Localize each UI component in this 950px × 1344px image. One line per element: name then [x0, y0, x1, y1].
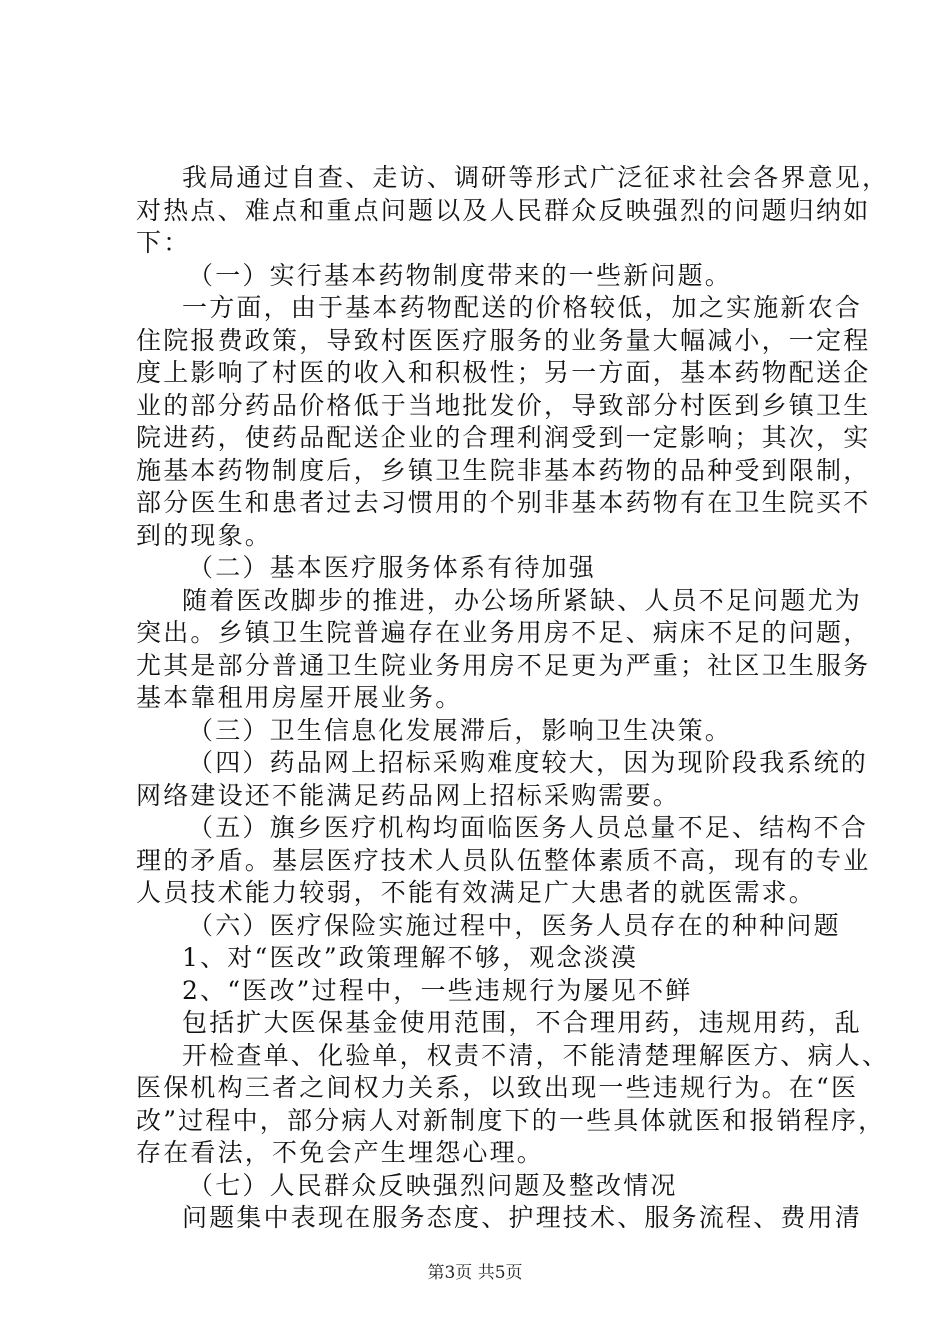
section-heading: （三）卫生信息化发展滞后，影响卫生决策。: [188, 715, 733, 745]
page-number: 第3页 共5页: [427, 1263, 523, 1283]
paragraph-line: 基本靠租用房屋开展业务。: [136, 683, 463, 712]
paragraph-line: 尤其是部分普通卫生院业务用房不足更为严重；社区卫生服务: [136, 650, 871, 680]
paragraph-line: 院进药，使药品配送企业的合理利润受到一定影响；其次，实: [136, 423, 871, 452]
paragraph-line: 问题集中表现在服务态度、护理技术、服务流程、费用清: [182, 1203, 863, 1232]
paragraph-line: 住院报费政策，导致村医医疗服务的业务量大幅减小，一定程: [136, 325, 871, 355]
section-heading: （五）旗乡医疗机构均面临医务人员总量不足、结构不合: [188, 813, 869, 842]
paragraph-line: 部分医生和患者过去习惯用的个别非基本药物有在卫生院买不: [136, 488, 871, 517]
section-heading: （六）医疗保险实施过程中，医务人员存在的种种问题: [188, 910, 841, 940]
paragraph-line: 开检查单、化验单，权责不清，不能清楚理解医方、病人、: [182, 1040, 890, 1070]
paragraph-line: 对热点、难点和重点问题以及人民群众反映强烈的问题归纳如: [136, 195, 871, 225]
paragraph-line: 突出。乡镇卫生院普遍存在业务用房不足、病床不足的问题，: [136, 618, 871, 647]
section-heading: （四）药品网上招标采购难度较大，因为现阶段我系统的: [188, 748, 869, 777]
paragraph-line: 随着医改脚步的推进，办公场所紧缺、人员不足问题尤为: [182, 585, 863, 615]
paragraph-line: 我局通过自查、走访、调研等形式广泛征求社会各界意见，: [182, 163, 890, 192]
paragraph-line: 医保机构三者之间权力关系，以致出现一些违规行为。在“医: [136, 1073, 859, 1102]
list-item: 1、对“医改”政策理解不够，观念淡漠: [182, 943, 639, 972]
paragraph-line: 度上影响了村医的收入和积极性；另一方面，基本药物配送企: [136, 358, 871, 387]
paragraph-line: 施基本药物制度后，乡镇卫生院非基本药物的品种受到限制，: [136, 455, 871, 485]
section-heading: （一）实行基本药物制度带来的一些新问题。: [188, 260, 733, 290]
section-heading: （二）基本医疗服务体系有待加强: [188, 553, 597, 582]
paragraph-line: 包括扩大医保基金使用范围，不合理用药，违规用药，乱: [182, 1008, 863, 1037]
paragraph-line: 人员技术能力较弱，不能有效满足广大患者的就医需求。: [136, 878, 817, 907]
section-heading: （七）人民群众反映强烈问题及整改情况: [188, 1170, 678, 1200]
paragraph-line: 改”过程中，部分病人对新制度下的一些具体就医和报销程序，: [136, 1105, 886, 1135]
paragraph-line: 存在看法，不免会产生埋怨心理。: [136, 1138, 545, 1167]
paragraph-line: 下：: [136, 228, 191, 257]
paragraph-line: 到的现象。: [136, 520, 273, 550]
list-item: 2、“医改”过程中，一些违规行为屡见不鲜: [182, 975, 693, 1005]
paragraph-line: 业的部分药品价格低于当地批发价，导致部分村医到乡镇卫生: [136, 390, 871, 420]
document-body: [136, 162, 890, 1235]
paragraph-line: 网络建设还不能满足药品网上招标采购需要。: [136, 780, 681, 810]
paragraph-line: 理的矛盾。基层医疗技术人员队伍整体素质不高，现有的专业: [136, 845, 871, 875]
paragraph-line: 一方面，由于基本药物配送的价格较低，加之实施新农合: [182, 293, 863, 322]
